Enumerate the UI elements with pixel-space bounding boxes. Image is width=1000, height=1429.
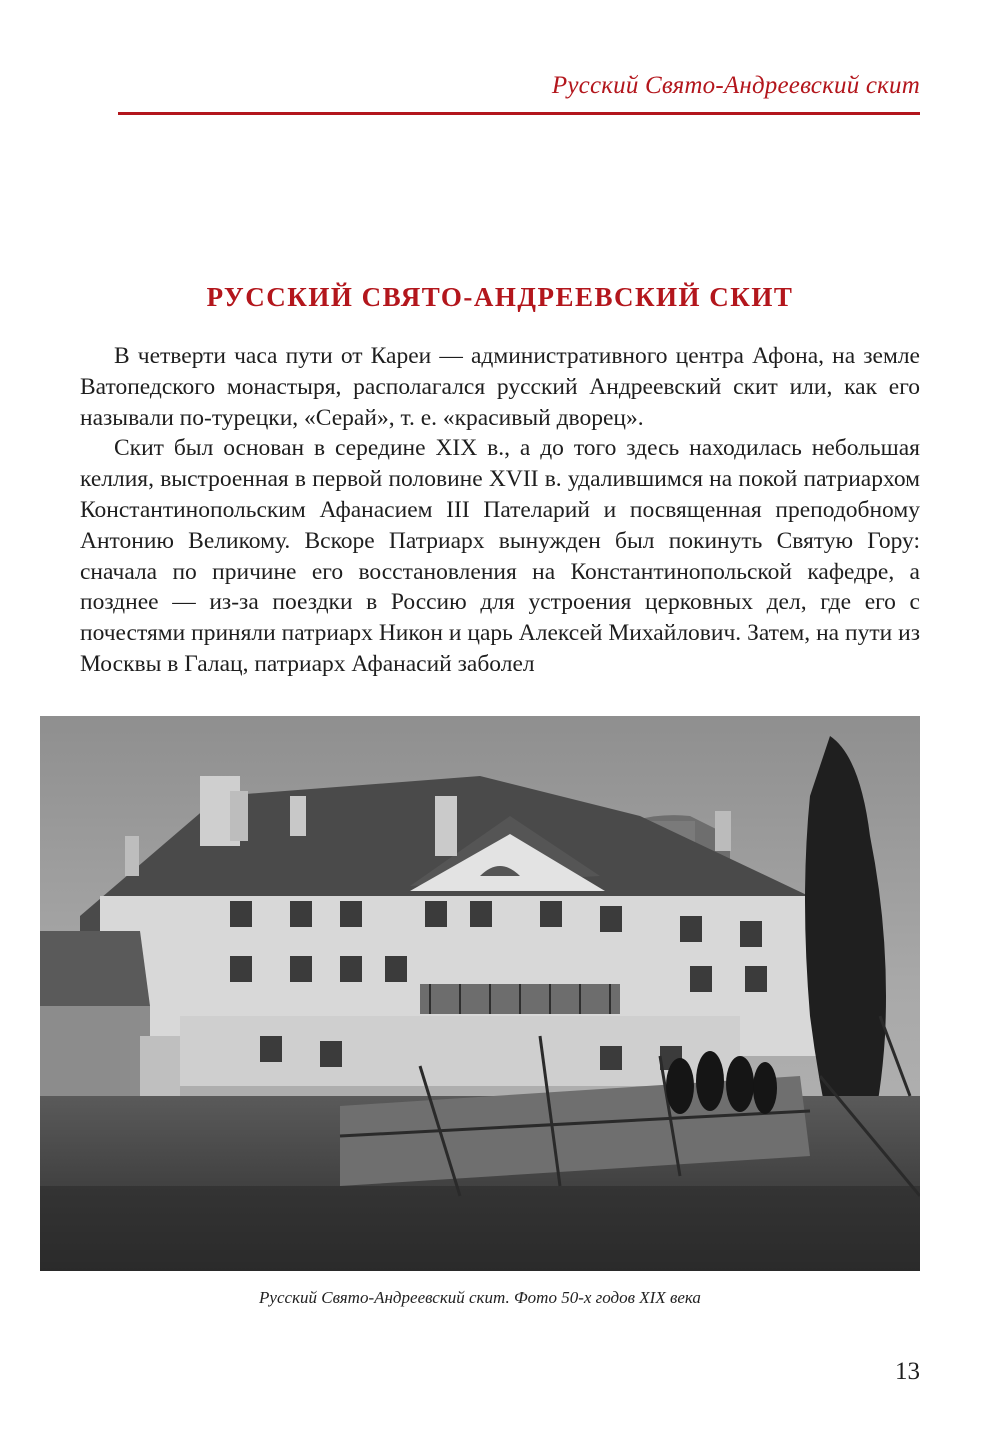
- chapter-title: РУССКИЙ СВЯТО-АНДРЕЕВСКИЙ СКИТ: [206, 282, 794, 312]
- historical-photo: [40, 716, 920, 1271]
- paragraph-1: В четверти часа пути от Кареи — административного центра Афона, на земле Ватопедского монастыря, располагался русский Андреевский скит или, как его называли по-турецки, «Серай», т. е. «красивый дворец».: [80, 343, 920, 431]
- body-text: [80, 341, 920, 680]
- paragraph-2: Скит был основан в середине XIX в., а до того здесь находилась небольшая келлия, выстроенная в первой половине XVII в. удалившимся на покой патриархом Константинопольским Афанасием III Пателарий и посвященная преподобному Антонию Великому. Вскоре Патриарх вынужден был покинуть Святую Гору: сначала по причине его восстановления на Константинопольской кафедре, а позднее — из-за поездки в Россию для устроения церковных дел, где его с почестями приняли патриарх Никон и царь Алексей Михайлович. Затем, на пути из Москвы в Галац, патриарх Афанасий заболел: [80, 435, 920, 677]
- page-number: 13: [895, 1358, 920, 1385]
- running-header: Русский Свято-Андреевский скит: [551, 72, 920, 99]
- figure-caption: Русский Свято-Андреевский скит. Фото 50-х годов XIX века: [259, 1288, 701, 1307]
- header-rule: [118, 112, 920, 115]
- skete-photo-illustration: [40, 716, 920, 1271]
